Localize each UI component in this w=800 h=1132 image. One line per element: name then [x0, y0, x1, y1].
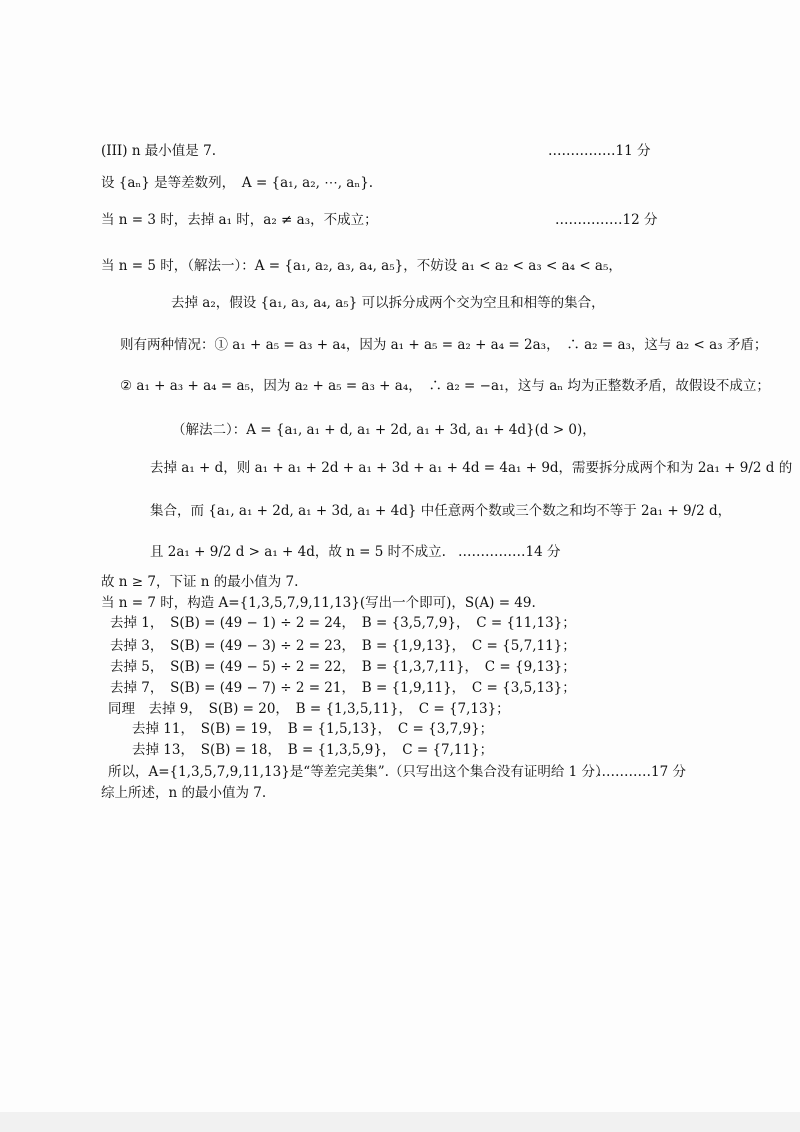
text-line: 当 n = 3 时，去掉 a₁ 时，a₂ ≠ a₃，不成立； [101, 212, 378, 228]
page-bottom-margin [0, 1112, 800, 1132]
score-annotation: ……………14 分 [458, 544, 561, 560]
score-annotation: ……………11 分 [548, 143, 651, 159]
text-line: 则有两种情况：① a₁ + a₅ = a₃ + a₄，因为 a₁ + a₅ = a₂ + a₄ = 2a₃， ∴ a₂ = a₃，这与 a₂ < a₃ 矛盾； [120, 337, 768, 353]
text-line: 设 {aₙ} 是等差数列， A = {a₁, a₂, ⋯, aₙ}. [101, 175, 374, 191]
text-line: 去掉 5， S(B) = (49 − 5) ÷ 2 = 22， B = {1,3,7,11}， C = {9,13}； [110, 659, 576, 675]
text-line: 故 n ≥ 7，下证 n 的最小值为 7. [101, 574, 299, 590]
text-line: 去掉 11， S(B) = 19， B = {1,5,13}， C = {3,7,9}； [132, 721, 494, 737]
text-line: 去掉 1， S(B) = (49 − 1) ÷ 2 = 24， B = {3,5,7,9}， C = {11,13}； [110, 615, 576, 631]
text-line: 去掉 a₁ + d，则 a₁ + a₁ + 2d + a₁ + 3d + a₁ + 4d = 4a₁ + 9d，需要拆分成两个和为 2a₁ + 9/2 d 的 [150, 460, 793, 476]
score-annotation: ……………12 分 [555, 212, 658, 228]
text-line: 去掉 7， S(B) = (49 − 7) ÷ 2 = 21， B = {1,9,11}， C = {3,5,13}； [110, 680, 576, 696]
text-line: 所以，A={1,3,5,7,9,11,13}是“等差完美集”.（只写出这个集合没有证明给 1 分） [108, 764, 609, 780]
text-line: 当 n = 5 时，（解法一）：A = {a₁, a₂, a₃, a₄, a₅}，不妨设 a₁ < a₂ < a₃ < a₄ < a₅， [101, 258, 622, 274]
text-line: ② a₁ + a₃ + a₄ = a₅，因为 a₂ + a₅ = a₃ + a₄， ∴ a₂ = −a₁，这与 aₙ 均为正整数矛盾，故假设不成立； [120, 378, 770, 394]
text-line: 去掉 a₂，假设 {a₁, a₃, a₄, a₅} 可以拆分成两个交为空且和相等的集合， [171, 295, 605, 311]
text-line: 去掉 3， S(B) = (49 − 3) ÷ 2 = 23， B = {1,9,13}， C = {5,7,11}； [110, 638, 576, 654]
text-line: 当 n = 7 时，构造 A={1,3,5,7,9,11,13}(写出一个即可)，S(A) = 49. [101, 595, 536, 611]
text-line: 且 2a₁ + 9/2 d > a₁ + 4d，故 n = 5 时不成立. [150, 544, 446, 560]
text-line: (III) n 最小值是 7. [101, 143, 216, 159]
text-line: 去掉 13， S(B) = 18， B = {1,3,5,9}， C = {7,11}； [132, 742, 494, 758]
text-line: 集合，而 {a₁, a₁ + 2d, a₁ + 3d, a₁ + 4d} 中任意两个数或三个数之和均不等于 2a₁ + 9/2 d， [150, 503, 732, 519]
score-annotation: …………17 分 [597, 764, 686, 780]
text-line: 综上所述，n 的最小值为 7. [101, 785, 267, 801]
text-line: 同理 去掉 9， S(B) = 20， B = {1,3,5,11}， C = {7,13}； [108, 701, 510, 717]
text-line: （解法二）：A = {a₁, a₁ + d, a₁ + 2d, a₁ + 3d, a₁ + 4d}(d > 0)， [172, 422, 596, 438]
